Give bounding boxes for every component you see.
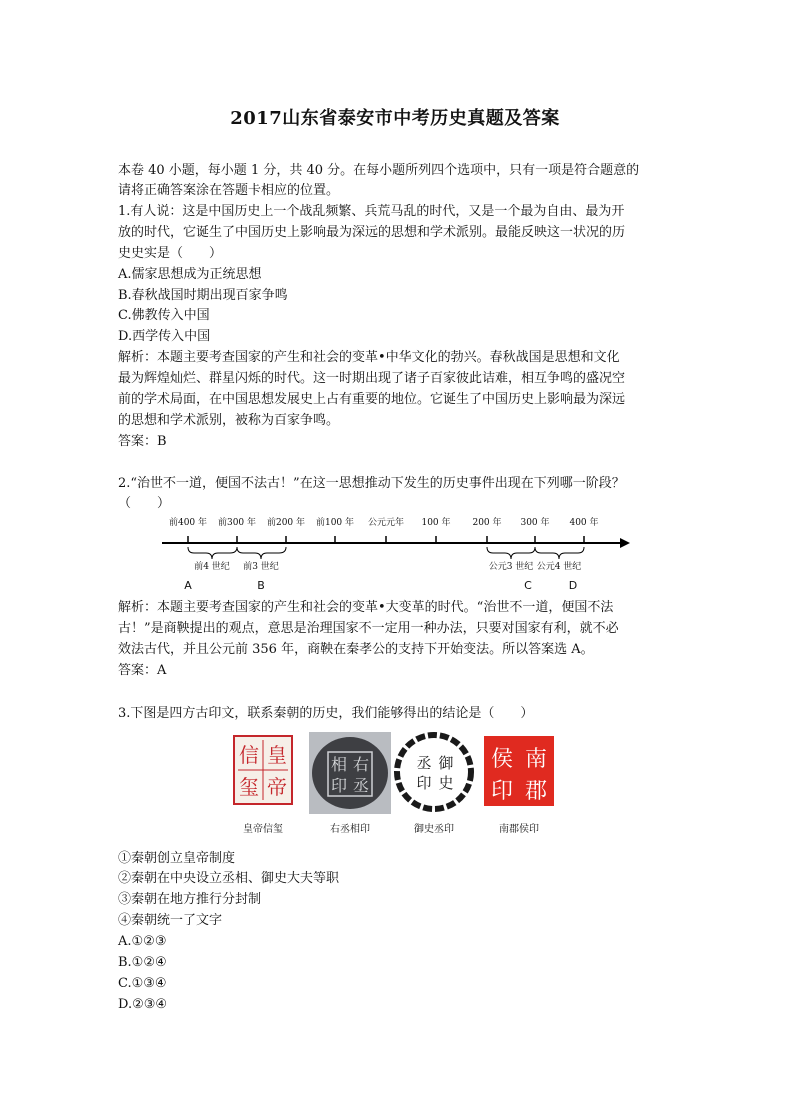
seal-char: 相 <box>330 755 348 774</box>
seal-caption: 御史丞印 <box>414 824 454 835</box>
tick-label: 前200 年 <box>266 518 306 528</box>
seal-you-chengxiang-yin <box>309 732 391 814</box>
seal-char: 印 <box>416 774 432 792</box>
q1-analysis-line-3: 前的学术局面，在中国思想发展史上占有重要的地位。它诞生了中国历史上影响最为深远 <box>118 392 626 407</box>
tick-label: 300 年 <box>520 518 550 528</box>
tick-label: 公元元年 <box>367 518 405 528</box>
q3-statement-2: ②秦朝在中央设立丞相、御史大夫等职 <box>118 871 340 886</box>
intro-line-2: 请将正确答案涂在答题卡相应的位置。 <box>118 183 340 198</box>
range-brace-c <box>487 547 535 559</box>
seal-char: 丞 <box>352 776 370 795</box>
q3-option-b: B.①②④ <box>118 955 167 970</box>
range-letter: B <box>257 579 265 592</box>
range-letter: A <box>184 579 192 592</box>
seal-caption: 皇帝信玺 <box>243 824 283 835</box>
tick-label: 前300 年 <box>217 518 257 528</box>
q2-analysis-line-3: 效法古代，并且公元前 356 年，商鞅在秦孝公的支持下开始变法。所以答案选 A。 <box>118 642 594 657</box>
q2-stem-line-2: （ ） <box>118 496 171 511</box>
seal-char: 信 <box>239 743 259 767</box>
q3-statement-1: ①秦朝创立皇帝制度 <box>118 851 236 866</box>
seal-yushi-chengyin <box>397 735 471 809</box>
seal-huangdi-xinxi <box>234 736 292 804</box>
range-label: 公元4 世纪 <box>536 562 582 572</box>
q1-option-a: A.儒家思想成为正统思想 <box>118 267 262 282</box>
range-label: 前3 世纪 <box>243 562 279 572</box>
q1-option-b: B.春秋战国时期出现百家争鸣 <box>118 288 288 303</box>
tick-label: 100 年 <box>421 518 451 528</box>
seal-char: 玺 <box>239 775 259 799</box>
seal-char: 印 <box>330 776 348 795</box>
range-label: 前4 世纪 <box>194 562 230 572</box>
range-brace-a <box>188 547 237 559</box>
timeline-arrow-head <box>620 538 630 548</box>
q2-answer: 答案：A <box>118 663 167 678</box>
range-letter: D <box>568 579 578 592</box>
seal-char: 御 <box>438 754 454 772</box>
q1-analysis-line-2: 最为辉煌灿烂、群星闪烁的时代。这一时期出现了诸子百家彼此诘难，相互争鸣的盛况空 <box>118 371 626 386</box>
range-brace-d <box>535 547 584 559</box>
q3-statement-3: ③秦朝在地方推行分封制 <box>118 892 262 907</box>
seal-char: 右 <box>352 755 370 774</box>
q2-analysis-line-1: 解析：本题主要考查国家的产生和社会的变革•大变革的时代。“治世不一道，便国不法 <box>118 600 614 615</box>
tick-label: 前400 年 <box>168 518 208 528</box>
q1-stem-line-2: 放的时代，它诞生了中国历史上影响最为深远的思想和学术派别。最能反映这一状况的历 <box>118 225 626 240</box>
tick-label: 200 年 <box>472 518 502 528</box>
q2-analysis-line-2: 古！”是商鞅提出的观点，意思是治理国家不一定用一种办法，只要对国家有利，就不必 <box>118 621 619 636</box>
seal-images <box>222 728 567 840</box>
q3-option-c: C.①③④ <box>118 976 167 991</box>
q1-analysis-line-4: 的思想和学术派别，被称为百家争鸣。 <box>118 413 340 428</box>
seal-char: 郡 <box>524 779 548 804</box>
q3-option-d: D.②③④ <box>118 997 168 1012</box>
q1-option-c: C.佛教传入中国 <box>118 308 210 323</box>
range-label: 公元3 世纪 <box>488 562 534 572</box>
q1-stem-line-3: 史史实是（ ） <box>118 246 223 261</box>
seal-char: 印 <box>490 779 514 804</box>
tick-label: 400 年 <box>569 518 599 528</box>
seal-caption: 南郡侯印 <box>499 824 539 835</box>
tick-label: 前100 年 <box>315 518 355 528</box>
q3-statement-4: ④秦朝统一了文字 <box>118 913 223 928</box>
seal-char: 帝 <box>267 775 287 799</box>
q1-answer: 答案：B <box>118 434 167 449</box>
q3-stem: 3.下图是四方古印文，联系秦朝的历史，我们能够得出的结论是（ ） <box>118 706 534 721</box>
seal-char: 南 <box>524 747 548 772</box>
q1-analysis-line-1: 解析：本题主要考查国家的产生和社会的变革•中华文化的勃兴。春秋战国是思想和文化 <box>118 350 620 365</box>
seal-char: 侯 <box>490 747 514 772</box>
q2-stem-line-1: 2.“治世不一道，便国不法古！”在这一思想推动下发生的历史事件出现在下列哪一阶段？ <box>118 476 625 491</box>
q1-option-d: D.西学传入中国 <box>118 329 211 344</box>
timeline-figure <box>150 505 640 600</box>
q1-stem-line-1: 1.有人说：这是中国历史上一个战乱频繁、兵荒马乱的时代，又是一个最为自由、最为开 <box>118 204 625 219</box>
timeline-tick-marks <box>188 536 584 543</box>
q3-option-a: A.①②③ <box>118 934 167 949</box>
seal-caption: 右丞相印 <box>330 824 370 835</box>
intro-line-1: 本卷 40 小题，每小题 1 分，共 40 分。在每小题所列四个选项中，只有一项是符合题意的 <box>118 163 640 178</box>
seal-nanjun-houyin <box>484 736 554 806</box>
seal-char: 丞 <box>416 754 432 772</box>
range-letter: C <box>524 579 532 592</box>
range-brace-b <box>237 547 286 559</box>
seal-char: 史 <box>438 774 454 792</box>
seal-char: 皇 <box>267 743 287 767</box>
page-title: 2017山东省泰安市中考历史真题及答案 <box>230 108 560 129</box>
